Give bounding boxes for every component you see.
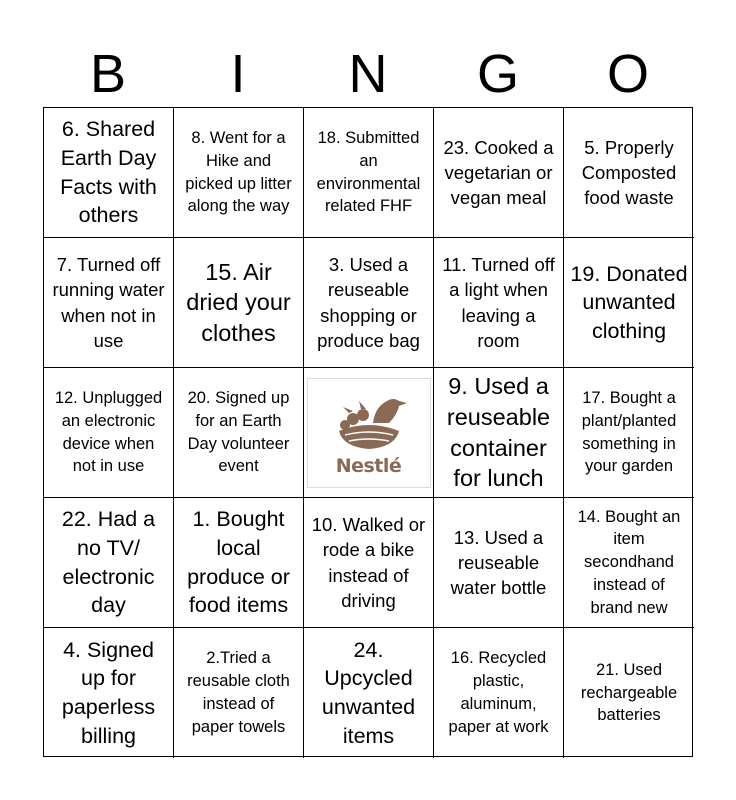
bingo-cell[interactable]	[304, 498, 434, 628]
header-letter-g: G	[476, 44, 519, 104]
bird-nest-icon	[329, 389, 409, 453]
bingo-cell[interactable]	[564, 498, 694, 628]
cell-text: 15. Air dried your clothes	[186, 258, 291, 346]
cell-text: 19. Donated unwanted clothing	[570, 261, 688, 343]
cell-text: 6. Shared Earth Day Facts with others	[60, 117, 157, 228]
bingo-cell[interactable]	[434, 628, 564, 758]
cell-text: 22. Had a no TV/ electronic day	[61, 507, 156, 618]
bingo-header	[43, 40, 693, 108]
bingo-cell[interactable]	[564, 238, 694, 368]
bingo-cell[interactable]	[174, 108, 304, 238]
cell-text: 21. Used rechargeable batteries	[580, 660, 678, 725]
cell-text: 11. Turned off a light when leaving a room	[442, 254, 555, 351]
cell-text: 24. Upcycled unwanted items	[321, 637, 416, 748]
bingo-cell[interactable]	[174, 368, 304, 498]
header-letter-o: O	[606, 44, 649, 104]
cell-text: 7. Turned off running water when not in use	[52, 254, 165, 351]
bingo-cell[interactable]	[304, 628, 434, 758]
bingo-cell[interactable]	[564, 108, 694, 238]
cell-text: 1. Bought local produce or food items	[187, 507, 290, 618]
bingo-board	[43, 107, 693, 757]
cell-text: 23. Cooked a vegetarian or vegan meal	[443, 136, 554, 209]
bingo-cell[interactable]	[434, 238, 564, 368]
cell-text: 16. Recycled plastic, aluminum, paper at work	[448, 649, 549, 736]
bingo-cell[interactable]	[44, 498, 174, 628]
cell-text: 10. Walked or rode a bike instead of driving	[311, 514, 426, 611]
bingo-cell[interactable]	[174, 628, 304, 758]
bingo-cell[interactable]	[174, 238, 304, 368]
logo-text: Nestlé	[335, 454, 402, 477]
cell-text: 18. Submitted an environmental related FHF	[316, 128, 421, 216]
nestle-logo	[307, 378, 431, 488]
bingo-cell[interactable]	[44, 108, 174, 238]
cell-text: 20. Signed up for an Earth Day volunteer event	[187, 388, 290, 476]
bingo-cell[interactable]	[304, 108, 434, 238]
bingo-cell[interactable]	[174, 498, 304, 628]
bingo-cell[interactable]	[434, 108, 564, 238]
bingo-cell[interactable]	[434, 368, 564, 498]
bingo-cell[interactable]	[44, 628, 174, 758]
cell-text: 13. Used a reuseable water bottle	[450, 526, 547, 599]
free-space-cell[interactable]	[304, 368, 434, 498]
cell-text: 12. Unplugged an electronic device when not in use	[54, 388, 163, 476]
cell-text: 17. Bought a plant/planted something in your garden	[581, 388, 677, 476]
header-letter-n: N	[348, 44, 388, 104]
bingo-cell[interactable]	[564, 628, 694, 758]
cell-text: 3. Used a reuseable shopping or produce bag	[317, 254, 420, 351]
cell-text: 2.Tried a reusable cloth instead of paper towels	[187, 649, 290, 736]
cell-text: 8. Went for a Hike and picked up litter along the way	[185, 128, 292, 216]
cell-text: 14. Bought an item secondhand instead of brand new	[577, 507, 681, 617]
bingo-cell[interactable]	[44, 368, 174, 498]
header-letter-b: B	[89, 44, 127, 104]
bingo-cell[interactable]	[44, 238, 174, 368]
cell-text: 4. Signed up for paperless billing	[61, 637, 156, 748]
cell-text: 5. Properly Composted food waste	[581, 136, 677, 209]
bingo-cell[interactable]	[434, 498, 564, 628]
bingo-cell[interactable]	[564, 368, 694, 498]
cell-text: 9. Used a reuseable container for lunch	[446, 373, 551, 492]
header-letter-i: I	[230, 44, 246, 104]
bingo-cell[interactable]	[304, 238, 434, 368]
